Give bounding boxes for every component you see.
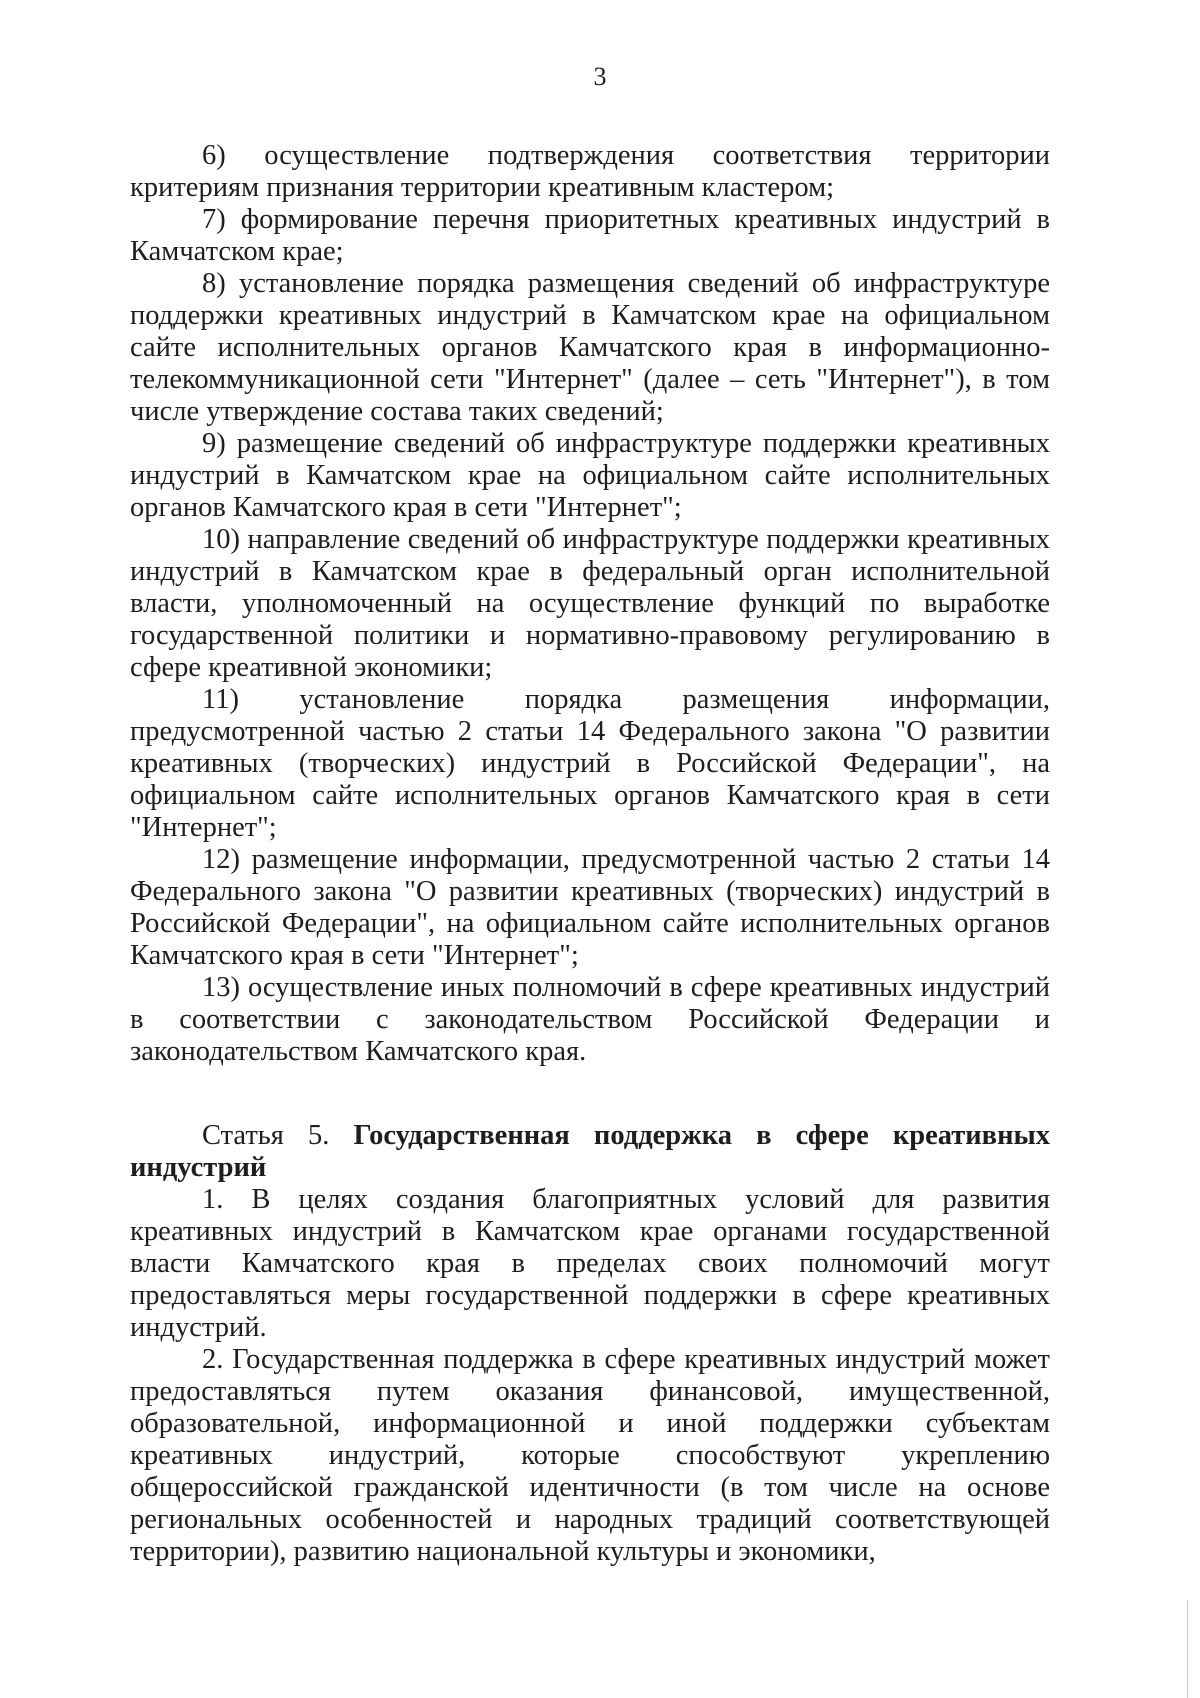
list-item-10: 10) направление сведений об инфраструктуре поддержки креативных индустрий в Камчатском крае в федеральный орган исполнительной власти, уполномоченный на осуществление функций по выработке государственной политики и нормативно-правовому регулированию в сфере креативной экономики; xyxy=(130,524,1050,683)
list-item-12: 12) размещение информации, предусмотренной частью 2 статьи 14 Федерального закона "О развитии креативных (творческих) индустрий в Российской Федерации", на официальном сайте исполнительных органов Камчатского края в сети "Интернет"; xyxy=(130,844,1050,971)
scan-edge-mark xyxy=(1187,1600,1188,1698)
list-item-9: 9) размещение сведений об инфраструктуре поддержки креативных индустрий в Камчатском крае на официальном сайте исполнительных органов Камчатского края в сети "Интернет"; xyxy=(130,428,1050,523)
page-number: 3 xyxy=(593,62,607,91)
article-paragraph-1: 1. В целях создания благоприятных условий для развития креативных индустрий в Камчатском крае органами государственной власти Камчатского края в пределах своих полномочий могут предоставляться меры государственной поддержки в сфере креативных индустрий. xyxy=(130,1184,1050,1343)
article-paragraph-2: 2. Государственная поддержка в сфере креативных индустрий может предоставляться путем оказания финансовой, имущественной, образовательной, информационной и иной поддержки субъектам креативных индустрий, которые способствуют укреплению общероссийской гражданской идентичности (в том числе на основе региональных особенностей и народных традиций соответствующей территории), развитию национальной культуры и экономики, xyxy=(130,1344,1050,1567)
list-item-13: 13) осуществление иных полномочий в сфере креативных индустрий в соответствии с законодательством Российской Федерации и законодательством Камчатского края. xyxy=(130,972,1050,1067)
list-item-8: 8) установление порядка размещения сведений об инфраструктуре поддержки креативных индустрий в Камчатском крае на официальном сайте исполнительных органов Камчатского края в информационно-телекоммуникационной сети "Интернет" (далее – сеть "Интернет"), в том числе утверждение состава таких сведений; xyxy=(130,268,1050,427)
list-item-11: 11) установление порядка размещения информации, предусмотренной частью 2 статьи 14 Федерального закона "О развитии креативных (творческих) индустрий в Российской Федерации", на официальном сайте исполнительных органов Камчатского края в сети "Интернет"; xyxy=(130,684,1050,843)
list-item-6: 6) осуществление подтверждения соответствия территории критериям признания территории креативным кластером; xyxy=(130,140,1050,203)
list-item-7: 7) формирование перечня приоритетных креативных индустрий в Камчатском крае; xyxy=(130,204,1050,267)
article-label: Статья 5. xyxy=(202,1120,330,1151)
document-body xyxy=(130,140,1050,1568)
article-heading xyxy=(130,1120,1050,1184)
article-title: Государственная поддержка в сфере креативных индустрий xyxy=(130,1120,1050,1183)
